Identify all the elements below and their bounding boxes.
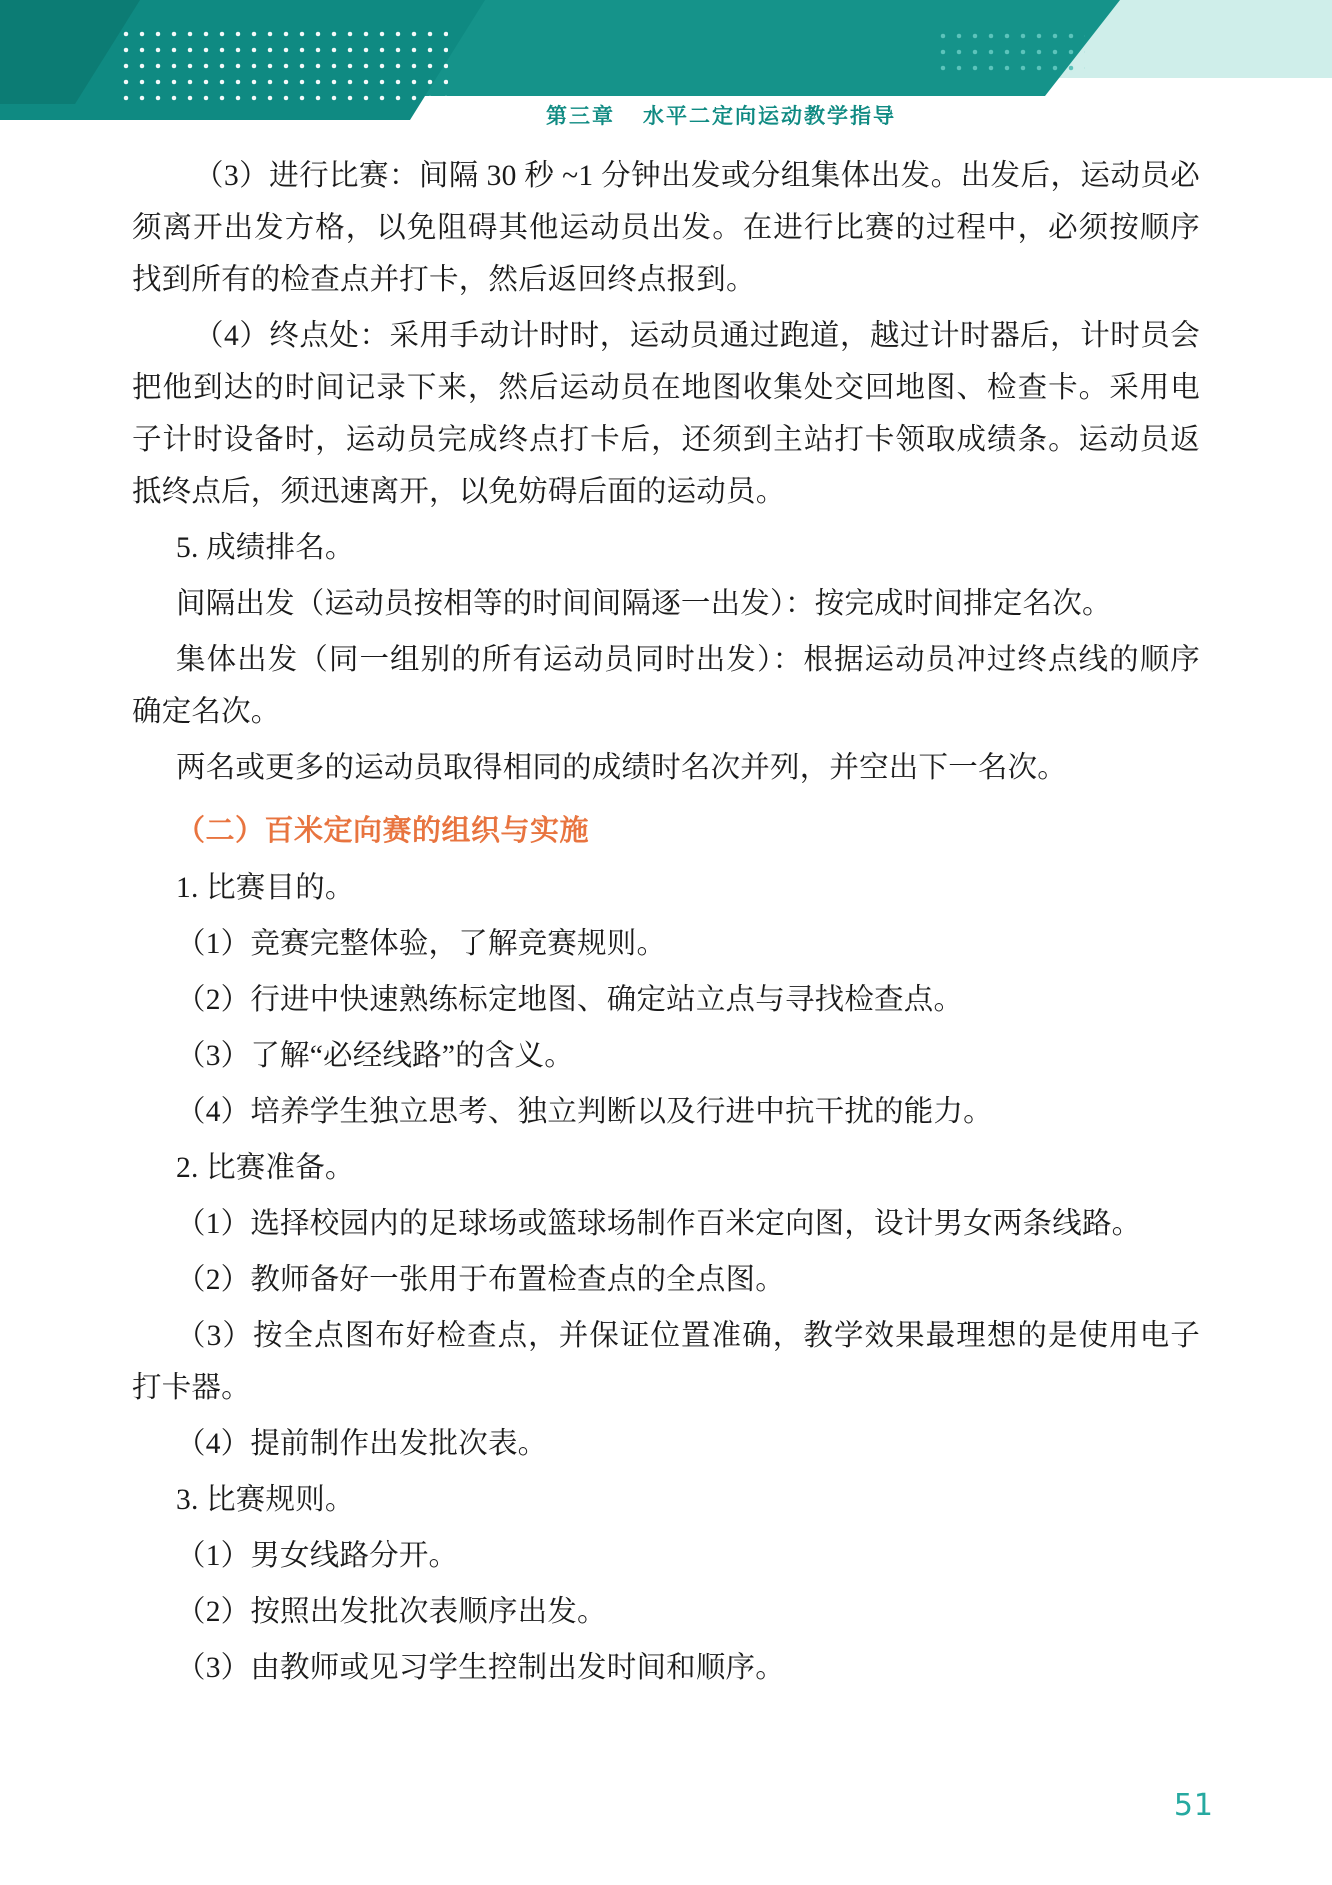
running-head (0, 100, 1332, 130)
paragraph-rules-2: （2）按照出发批次表顺序出发。 (176, 1596, 607, 1628)
section-heading-two: （二）百米定向赛的组织与实施 (176, 813, 590, 847)
paragraph-prep-1: （1）选择校园内的足球场或篮球场制作百米定向图，设计男女两条线路。 (176, 1208, 1142, 1240)
paragraph-interval-start: 间隔出发（运动员按相等的时间间隔逐一出发）：按完成时间排定名次。 (176, 588, 1112, 620)
page-number: 51 (1173, 1788, 1214, 1823)
header-dot-pattern-teal (935, 28, 1085, 74)
paragraph-rules-3: （3）由教师或见习学生控制出发时间和顺序。 (176, 1652, 785, 1684)
paragraph-item-5: 5. 成绩排名。 (176, 532, 355, 564)
paragraph-rules-heading: 3. 比赛规则。 (176, 1484, 355, 1516)
paragraph-prep-4: （4）提前制作出发批次表。 (176, 1428, 548, 1460)
paragraph-step-3: （3）进行比赛：间隔 30 秒 ~1 分钟出发或分组集体出发。出发后，运动员必须离开出发方格，以免阻碍其他运动员出发。在进行比赛的过程中，必须按顺序找到所有的检查点并打卡，然后返回终点报到。 (132, 160, 1200, 296)
paragraph-tie-rule: 两名或更多的运动员取得相同的成绩时名次并列，并空出下一名次。 (176, 752, 1068, 784)
paragraph-prep-3: （3）按全点图布好检查点，并保证位置准确，教学效果最理想的是使用电子打卡器。 (132, 1320, 1200, 1404)
paragraph-purpose-1: （1）竞赛完整体验，了解竞赛规则。 (176, 928, 667, 960)
page-content (132, 150, 1200, 1698)
paragraph-step-4: （4）终点处：采用手动计时时，运动员通过跑道，越过计时器后，计时员会把他到达的时间记录下来，然后运动员在地图收集处交回地图、检查卡。采用电子计时设备时，运动员完成终点打卡后，还须到主站打卡领取成绩条。运动员返抵终点后，须迅速离开，以免妨碍后面的运动员。 (132, 320, 1200, 508)
paragraph-rules-1: （1）男女线路分开。 (176, 1540, 459, 1572)
paragraph-purpose-heading: 1. 比赛目的。 (176, 872, 355, 904)
paragraph-prep-2: （2）教师备好一张用于布置检查点的全点图。 (176, 1264, 785, 1296)
header-dot-pattern-white (118, 26, 448, 104)
running-head-title: 水平二定向运动教学指导 (643, 104, 896, 128)
paragraph-purpose-2: （2）行进中快速熟练标定地图、确定站立点与寻找检查点。 (176, 984, 964, 1016)
running-head-chapter: 第三章 (546, 104, 615, 128)
paragraph-purpose-4: （4）培养学生独立思考、独立判断以及行进中抗干扰的能力。 (176, 1096, 993, 1128)
paragraph-prep-heading: 2. 比赛准备。 (176, 1152, 355, 1184)
paragraph-purpose-3: （3）了解“必经线路”的含义。 (176, 1040, 574, 1072)
paragraph-mass-start: 集体出发（同一组别的所有运动员同时出发）：根据运动员冲过终点线的顺序确定名次。 (132, 644, 1200, 728)
